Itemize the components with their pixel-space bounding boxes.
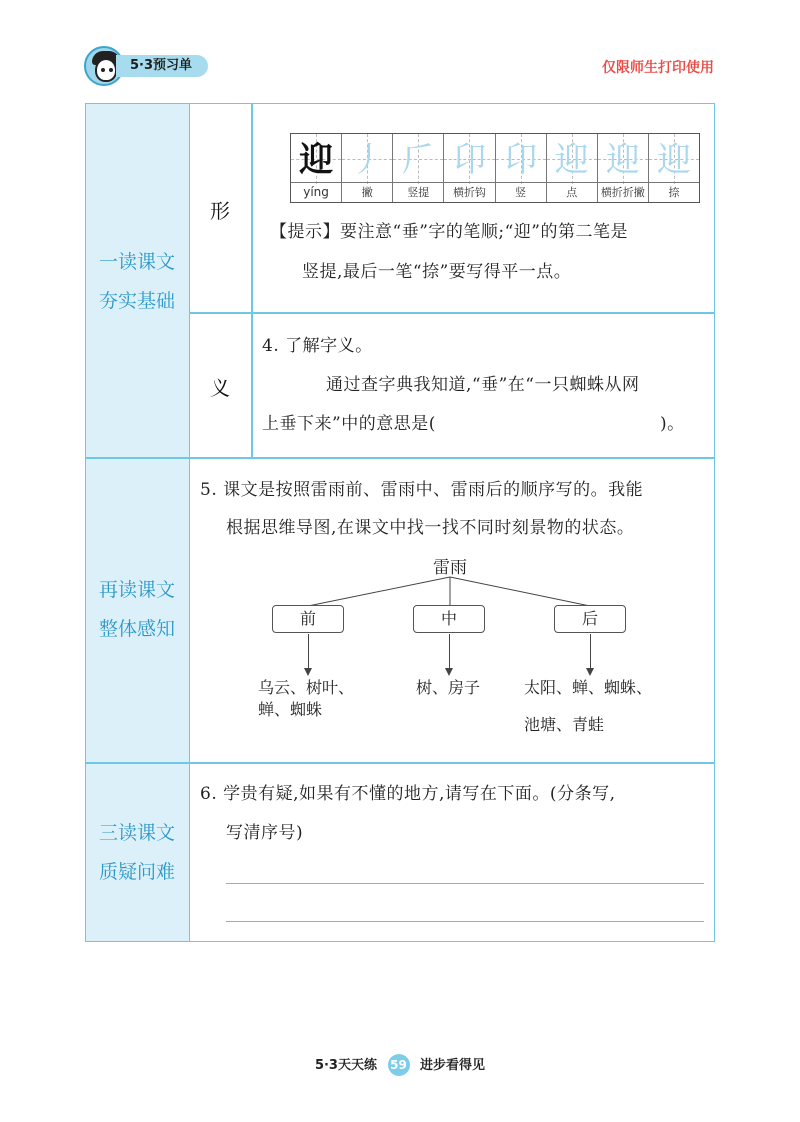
stroke-step-label: 竖提 bbox=[393, 182, 443, 202]
pinyin-label: yíng bbox=[291, 182, 341, 202]
before-items-line2: 蝉、蜘蛛 bbox=[258, 700, 323, 719]
question5-line1: 5. 课文是按照雷雨前、雷雨中、雷雨后的顺序写的。我能 bbox=[200, 480, 644, 500]
stroke-step-char: 迎 bbox=[554, 140, 589, 180]
connector-after bbox=[450, 577, 590, 606]
question5-line2: 根据思维导图,在课文中找一找不同时刻景物的状态。 bbox=[226, 518, 635, 538]
stroke-step-label: 横折钩 bbox=[444, 182, 494, 202]
question6-line1: 6. 学贵有疑,如果有不懂的地方,请写在下面。(分条写, bbox=[200, 784, 616, 804]
page-footer bbox=[0, 1054, 800, 1076]
mindmap-node-during: 中 bbox=[413, 605, 485, 633]
xing-label: 形 bbox=[210, 199, 230, 223]
arrow-after bbox=[590, 634, 591, 674]
stroke-step-char: 迎 bbox=[656, 140, 691, 180]
question4-title: 4. 了解字义。 bbox=[262, 336, 373, 356]
mindmap-node-before: 前 bbox=[272, 605, 344, 633]
section2-title-line1: 再读课文 bbox=[98, 579, 175, 601]
after-items-line1: 太阳、蝉、蜘蛛、 bbox=[524, 678, 653, 697]
series-label: 5·3预习单 bbox=[116, 55, 208, 77]
stroke-step-char: 迎 bbox=[605, 140, 640, 180]
hint-line1: 【提示】要注意“垂”字的笔顺;“迎”的第二笔是 bbox=[270, 222, 628, 242]
main-character: 迎 bbox=[299, 140, 334, 180]
footer-left: 5·3天天练 bbox=[314, 1058, 377, 1073]
section3-title-line2: 质疑问难 bbox=[98, 861, 175, 883]
hint-line2: 竖提,最后一笔“捺”要写得平一点。 bbox=[302, 262, 572, 282]
after-items-line2: 池塘、青蛙 bbox=[524, 715, 605, 734]
section3-title-line1: 三读课文 bbox=[98, 822, 175, 844]
section2-title-line2: 整体感知 bbox=[98, 618, 175, 640]
question4-line2: 通过查字典我知道,“垂”在“一只蜘蛛从网 bbox=[326, 375, 640, 395]
question4-line3-end: )。 bbox=[660, 414, 685, 434]
stroke-step-char: 卬 bbox=[503, 140, 538, 180]
page-number: 59 bbox=[388, 1054, 410, 1076]
during-items-line1: 树、房子 bbox=[416, 678, 481, 697]
yi-label: 义 bbox=[210, 376, 230, 400]
answer-line-2[interactable] bbox=[226, 921, 704, 922]
stroke-step-label: 横折折撇 bbox=[598, 182, 648, 202]
stroke-step-char: 𠂆 bbox=[401, 140, 436, 180]
section1-title-line2: 夯实基础 bbox=[98, 290, 175, 312]
print-notice: 仅限师生打印使用 bbox=[602, 60, 714, 76]
arrow-during bbox=[449, 634, 450, 674]
question6-line2: 写清序号) bbox=[226, 823, 304, 843]
stroke-step-char: 丿 bbox=[350, 140, 385, 180]
question4-line3: 上垂下来”中的意思是( bbox=[262, 414, 436, 434]
stroke-step-label: 竖 bbox=[496, 182, 546, 202]
mindmap-root: 雷雨 bbox=[433, 558, 467, 578]
stroke-step-label: 捺 bbox=[649, 182, 699, 202]
before-items-line1: 乌云、树叶、 bbox=[258, 678, 355, 697]
stroke-step-char: 卬 bbox=[452, 140, 487, 180]
stroke-step-label: 点 bbox=[547, 182, 597, 202]
mindmap-node-after: 后 bbox=[554, 605, 626, 633]
arrow-before bbox=[308, 634, 309, 674]
stroke-step-label: 撇 bbox=[342, 182, 392, 202]
footer-right: 进步看得见 bbox=[420, 1058, 486, 1073]
answer-line-1[interactable] bbox=[226, 883, 704, 884]
section1-title-line1: 一读课文 bbox=[98, 251, 175, 273]
connector-before bbox=[308, 577, 450, 606]
